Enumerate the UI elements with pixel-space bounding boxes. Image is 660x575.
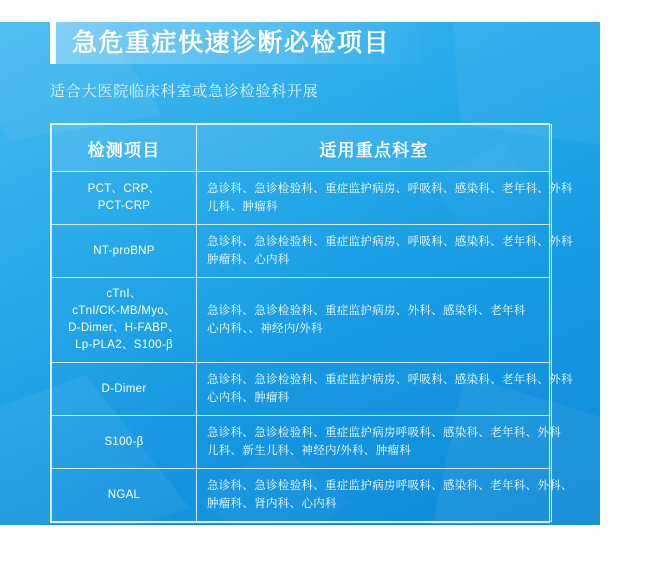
cell-item (52, 469, 197, 522)
department-line: 心内科、肿瘤科 (207, 392, 290, 404)
item-line: Lp-PLA2、S100-β (75, 339, 173, 351)
item-line: D-Dimer、H-FABP、 (68, 322, 180, 334)
item-line: cTnI/CK-MB/Myo、 (72, 305, 176, 317)
cell-department (197, 172, 573, 225)
cell-item (52, 278, 197, 363)
item-line: S100-β (104, 435, 144, 448)
cell-department (197, 469, 573, 522)
table-row (52, 416, 552, 469)
cell-department (197, 278, 552, 363)
department-line: 急诊科、急诊检验科、重症监护病房、呼吸科、感染科、老年科、外科 (207, 236, 573, 248)
item-line: PCT-CRP (97, 200, 151, 212)
table-row (52, 172, 552, 225)
department-line: 儿科、肿瘤科 (207, 201, 278, 213)
page-subtitle: 适合大医院临床科室或急诊检验科开展 (50, 83, 319, 100)
department-line: 肿瘤科、肾内科、心内科 (207, 498, 337, 510)
table-row (52, 225, 552, 278)
cell-item (52, 363, 197, 416)
table-row (52, 363, 552, 416)
cell-item (52, 172, 197, 225)
cell-department (197, 416, 561, 469)
item-line: NGAL (107, 488, 141, 501)
cell-department (197, 363, 573, 416)
table-row (52, 278, 552, 363)
item-line: NT-proBNP (93, 244, 155, 257)
poster (0, 22, 600, 525)
table-header-row (52, 125, 552, 172)
department-line: 急诊科、急诊检验科、重症监护病房呼吸科、感染科、老年科、外科 (207, 427, 561, 439)
department-line: 儿科、新生儿科、神经内/外科、肿瘤科 (207, 445, 412, 457)
cell-department (197, 225, 573, 278)
table-row (52, 469, 552, 522)
department-line: 急诊科、急诊检验科、重症监护病房、外科、感染科、老年科 (207, 305, 526, 317)
item-line: cTnI、 (106, 288, 142, 300)
item-line: D-Dimer (101, 382, 147, 395)
page-title: 急危重症快速诊断必检项目 (72, 29, 391, 57)
cell-item (52, 416, 197, 469)
page-title-banner (50, 22, 423, 64)
department-line: 肿瘤科、心内科 (207, 254, 290, 266)
department-line: 急诊科、急诊检验科、重症监护病房、呼吸科、感染科、老年科、外科 (207, 183, 573, 195)
department-line: 心内科、、神经内/外科 (207, 323, 323, 335)
column-header-item: 检测项目 (52, 125, 197, 172)
column-header-department: 适用重点科室 (197, 125, 552, 172)
items-table (50, 123, 573, 523)
department-line: 急诊科、急诊检验科、重症监护病房、呼吸科、感染科、老年科、外科 (207, 374, 573, 386)
item-line: PCT、CRP、 (87, 183, 161, 195)
department-line: 急诊科、急诊检验科、重症监护病房呼吸科、感染科、老年科、外科、 (207, 480, 573, 492)
title-accent-bar (50, 22, 56, 64)
cell-item (52, 225, 197, 278)
